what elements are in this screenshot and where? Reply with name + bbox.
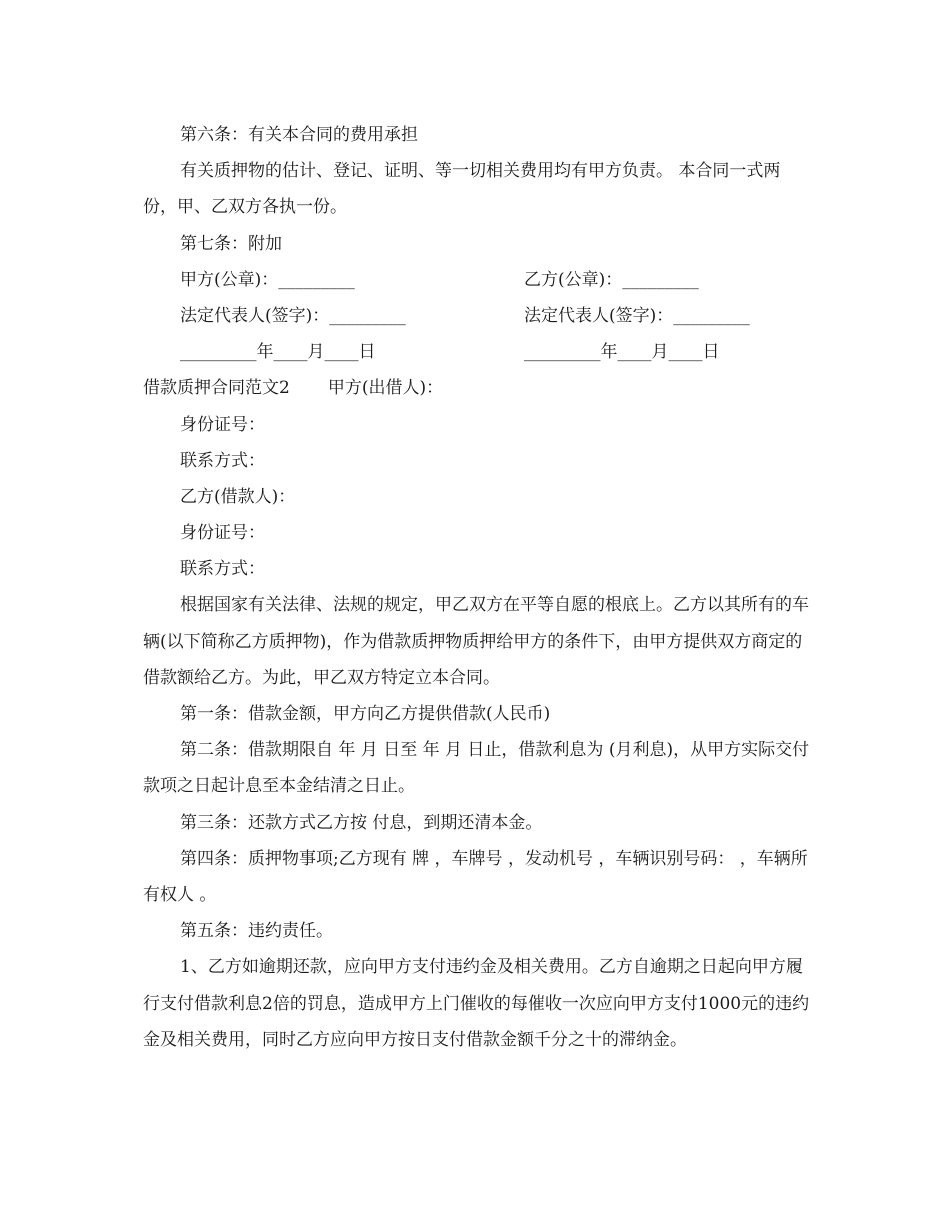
preamble-paragraph: 根据国家有关法律、法规的规定，甲乙双方在平等自愿的根底上。乙方以其所有的车辆(以下简称乙方质押物)，作为借款质押物质押给甲方的条件下，由甲方提供双方商定的借款额给乙方。为此，甲乙双方特定立本合同。: [143, 595, 809, 688]
article-4: 第四条：质押物事项;乙方现有 牌 ，车牌号 ，发动机号 ，车辆识别号码： ，车辆所有权人 。: [143, 848, 808, 906]
party-b-seal: 乙方(公章)：_________: [524, 269, 699, 290]
document-body: [143, 117, 811, 1058]
article-3: 第三条：还款方式乙方按 付息，到期还清本金。: [180, 812, 543, 833]
article-6-body: 有关质押物的估计、登记、证明、等一切相关费用均有甲方负责。 本合同一式两份，甲、乙双方各执一份。: [143, 161, 781, 218]
party-b-label: 乙方(借款人)：: [180, 486, 296, 507]
sample-2-title: 借款质押合同范文2: [143, 378, 290, 399]
sample-2-party-a: 甲方(出借人)：: [327, 378, 444, 399]
id-number-b: 身份证号：: [180, 523, 265, 544]
signature-row-date: [143, 334, 811, 370]
article-5-clause-1: 1、乙方如逾期还款，应向甲方支付违约金及相关费用。乙方自逾期之日起向甲方履行支付借款利息2倍的罚息，造成甲方上门催收的每催收一次应向甲方支付1000元的违约金及相关费用，同时乙方应向甲方按日支付借款金额千分之十的滞纳金。: [143, 957, 810, 1050]
article-2: 第二条：借款期限自 年 月 日至 年 月 日止，借款利息为 (月利息)，从甲方实际交付款项之日起计息至本金结清之日止。: [143, 740, 810, 797]
id-number-a: 身份证号：: [180, 414, 265, 435]
date-a: _________年____月____日: [180, 342, 376, 363]
article-7-title: 第七条：附加: [180, 233, 282, 254]
party-a-seal: 甲方(公章)：_________: [180, 269, 355, 290]
article-1: 第一条：借款金额，甲方向乙方提供借款(人民币): [180, 704, 551, 725]
signature-row-seal: [143, 262, 811, 298]
representative-b: 法定代表人(签字)：_________: [524, 305, 750, 326]
signature-row-representative: [143, 298, 811, 334]
contact-b: 联系方式：: [180, 559, 265, 580]
representative-a: 法定代表人(签字)：_________: [180, 305, 406, 326]
article-5-title: 第五条：违约责任。: [180, 921, 333, 942]
article-6-title: 第六条：有关本合同的费用承担: [180, 125, 418, 145]
contact-a: 联系方式：: [180, 450, 265, 471]
date-b: _________年____月____日: [524, 342, 720, 363]
sample-2-header: [143, 370, 811, 406]
